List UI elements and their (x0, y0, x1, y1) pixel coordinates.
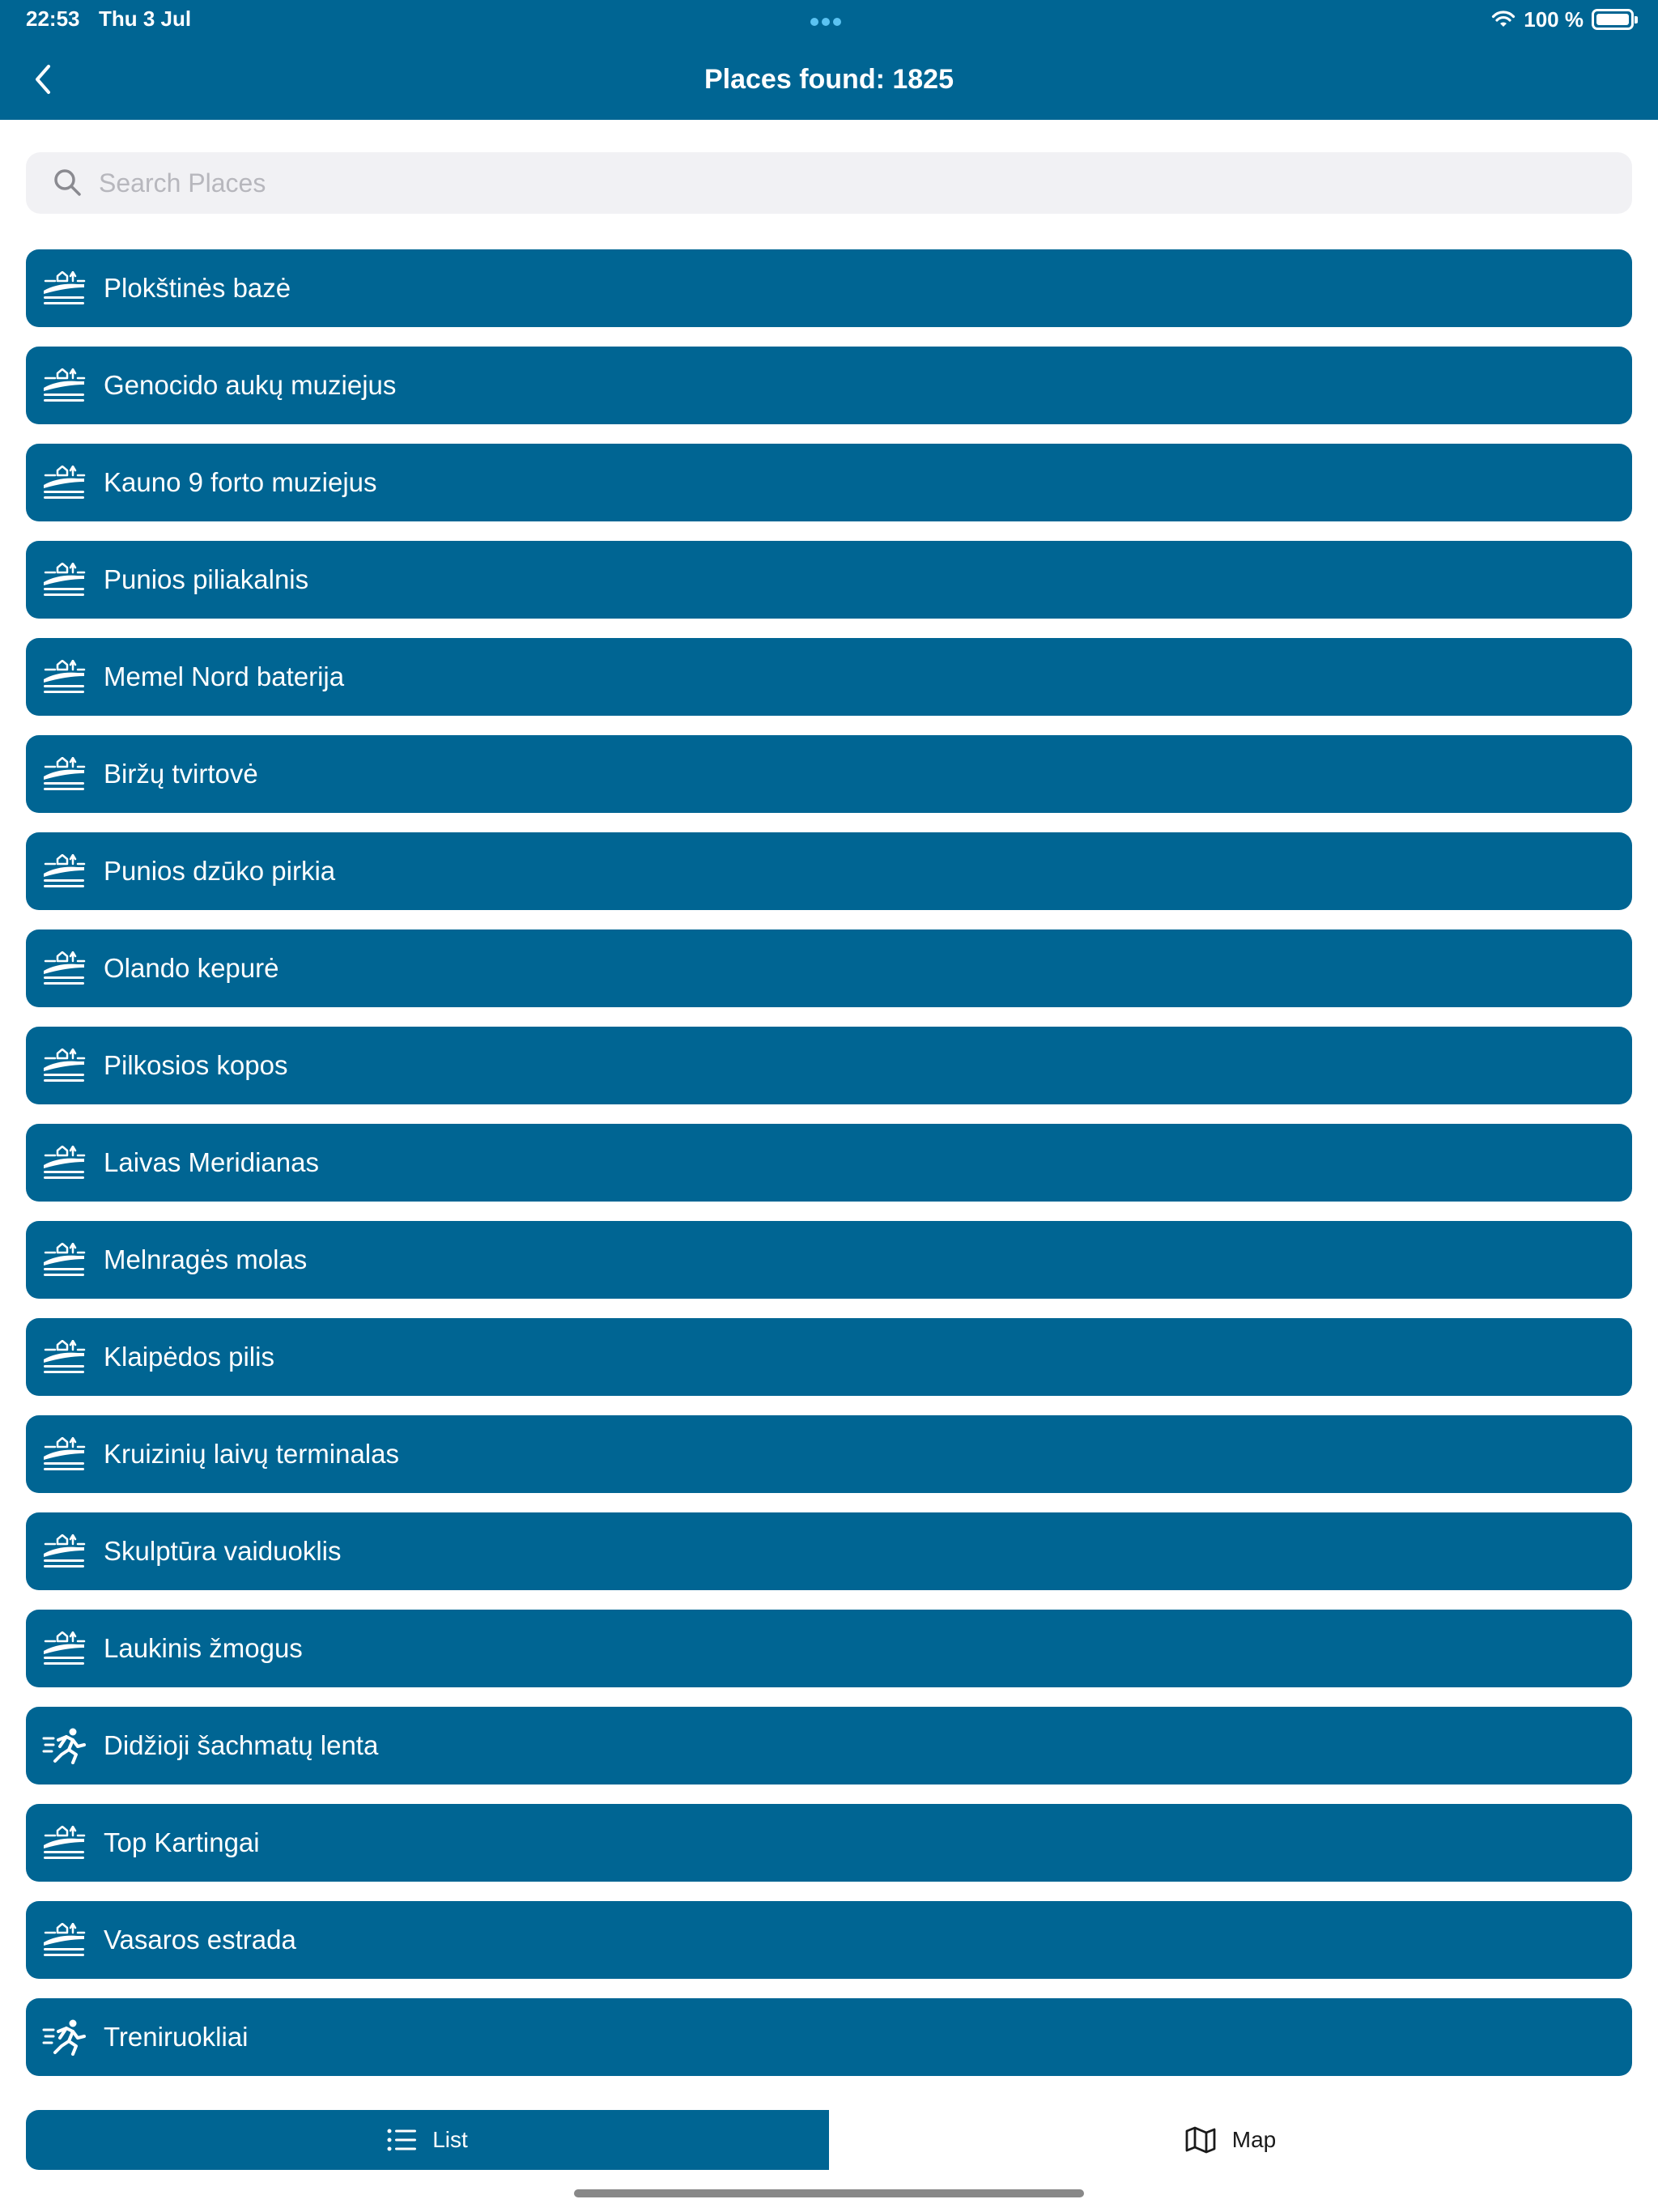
place-list-item[interactable] (26, 1221, 1632, 1299)
landscape-icon (42, 1629, 86, 1668)
tab-list[interactable] (26, 2110, 829, 2170)
place-list-item[interactable] (26, 735, 1632, 813)
place-list-item[interactable] (26, 1901, 1632, 1979)
place-label: Plokštinės bazė (104, 273, 291, 303)
place-label: Vasaros estrada (104, 1925, 296, 1955)
landscape-icon (42, 1921, 86, 1959)
view-switcher (26, 2110, 1632, 2170)
place-list-item[interactable] (26, 347, 1632, 424)
place-label: Didžioji šachmatų lenta (104, 1730, 379, 1760)
place-label: Biržų tvirtovė (104, 759, 258, 789)
place-list-item[interactable] (26, 1124, 1632, 1202)
place-label: Kruizinių laivų terminalas (104, 1439, 399, 1469)
home-indicator[interactable] (574, 2189, 1084, 2197)
battery-icon (1592, 9, 1634, 30)
place-label: Olando kepurė (104, 953, 279, 983)
place-list-item[interactable] (26, 444, 1632, 521)
place-list-item[interactable] (26, 1998, 1632, 2076)
landscape-icon (42, 560, 86, 599)
place-list-item[interactable] (26, 638, 1632, 716)
list-icon (387, 2129, 416, 2151)
landscape-icon (42, 1046, 86, 1085)
running-icon (42, 1726, 86, 1765)
place-list-item[interactable] (26, 1610, 1632, 1687)
places-list (26, 249, 1632, 2095)
place-list-item[interactable] (26, 929, 1632, 1007)
multitasking-dots[interactable] (810, 15, 848, 23)
landscape-icon (42, 1532, 86, 1571)
landscape-icon (42, 852, 86, 891)
status-date: Thu 3 Jul (99, 6, 192, 31)
place-label: Punios dzūko pirkia (104, 856, 336, 886)
landscape-icon (42, 949, 86, 988)
place-label: Genocido aukų muziejus (104, 370, 397, 400)
place-list-item[interactable] (26, 1512, 1632, 1590)
place-label: Laivas Meridianas (104, 1147, 319, 1177)
place-label: Melnragės molas (104, 1244, 308, 1274)
place-label: Punios piliakalnis (104, 564, 309, 594)
place-label: Treniruokliai (104, 2022, 249, 2052)
status-right (1491, 5, 1634, 34)
landscape-icon (42, 366, 86, 405)
battery-percent: 100 % (1524, 6, 1584, 32)
place-list-item[interactable] (26, 1415, 1632, 1493)
place-list-item[interactable] (26, 1707, 1632, 1784)
place-list-item[interactable] (26, 541, 1632, 619)
place-list-item[interactable] (26, 1318, 1632, 1396)
wifi-icon (1491, 10, 1516, 29)
search-icon (52, 167, 84, 199)
place-list-item[interactable] (26, 832, 1632, 910)
landscape-icon (42, 269, 86, 308)
landscape-icon (42, 1338, 86, 1376)
landscape-icon (42, 1143, 86, 1182)
landscape-icon (42, 1823, 86, 1862)
top-bar (0, 0, 1658, 120)
place-label: Klaipėdos pilis (104, 1342, 274, 1372)
place-list-item[interactable] (26, 1027, 1632, 1104)
landscape-icon (42, 463, 86, 502)
landscape-icon (42, 755, 86, 793)
place-label: Memel Nord baterija (104, 661, 345, 691)
landscape-icon (42, 1435, 86, 1474)
landscape-icon (42, 657, 86, 696)
place-list-item[interactable] (26, 1804, 1632, 1882)
search-input[interactable] (99, 168, 1556, 198)
place-label: Kauno 9 forto muziejus (104, 467, 377, 497)
place-label: Pilkosios kopos (104, 1050, 288, 1080)
tab-map[interactable] (829, 2110, 1632, 2170)
running-icon (42, 2018, 86, 2057)
search-bar[interactable] (26, 152, 1632, 214)
place-label: Skulptūra vaiduoklis (104, 1536, 342, 1566)
page-title: Places found: 1825 (704, 64, 954, 95)
tab-list-label: List (432, 2127, 468, 2152)
place-list-item[interactable] (26, 249, 1632, 327)
landscape-icon (42, 1240, 86, 1279)
tab-map-label: Map (1231, 2127, 1277, 2152)
status-time: 22:53 (26, 6, 80, 31)
place-label: Laukinis žmogus (104, 1633, 303, 1663)
map-icon (1185, 2126, 1216, 2154)
place-label: Top Kartingai (104, 1827, 260, 1857)
